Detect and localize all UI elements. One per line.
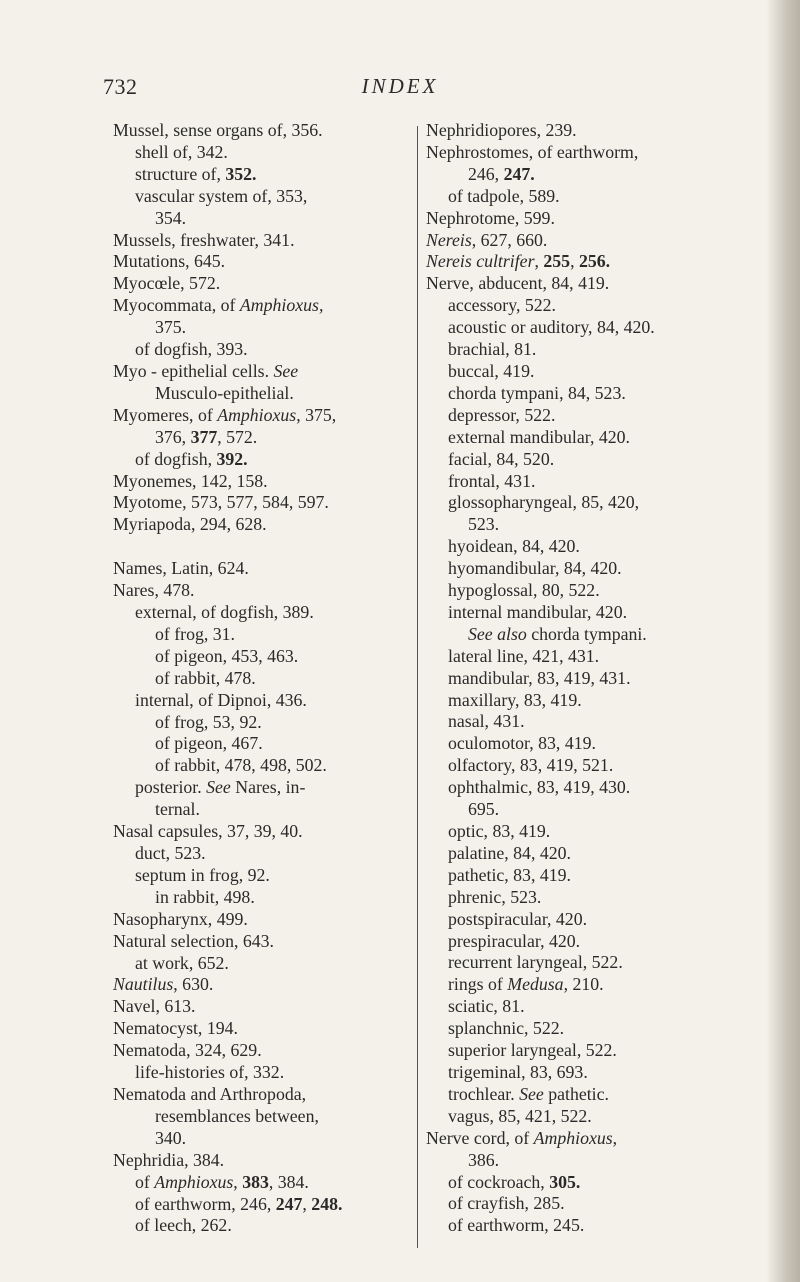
entry-text: 305.	[549, 1171, 581, 1192]
index-entry	[113, 471, 453, 493]
entry-text: Myomeres, of	[113, 404, 218, 425]
entry-text: 523.	[468, 514, 500, 535]
index-subentry	[426, 1215, 771, 1237]
entry-text: in rabbit, 498.	[155, 886, 255, 907]
entry-text: postspiracular, 420.	[448, 908, 588, 929]
entry-text: Myocommata, of	[113, 295, 240, 316]
index-entry	[113, 974, 453, 996]
index-subentry	[426, 383, 771, 405]
index-entry	[113, 996, 453, 1018]
index-subentry	[113, 668, 453, 690]
entry-text: Medusa	[507, 974, 564, 995]
index-entry	[113, 1018, 453, 1040]
entry-text: 352.	[225, 163, 257, 184]
index-subentry	[113, 449, 453, 471]
entry-text: Myo - epithelial cells.	[113, 360, 274, 381]
index-subentry	[426, 1150, 771, 1172]
index-subentry	[426, 887, 771, 909]
entry-text: of tadpole, 589.	[448, 185, 560, 206]
entry-text: chorda tympani, 84, 523.	[448, 382, 626, 403]
index-entry	[113, 405, 453, 427]
index-subentry	[113, 602, 453, 624]
index-subentry	[426, 514, 771, 536]
entry-text: septum in frog, 92.	[135, 864, 270, 885]
index-column-right	[426, 120, 771, 1237]
entry-text: vascular system of, 353,	[135, 185, 308, 206]
index-subentry	[113, 733, 453, 755]
index-entry	[113, 492, 453, 514]
entry-text: 247.	[503, 163, 535, 184]
index-subentry	[113, 755, 453, 777]
entry-text: hyomandibular, 84, 420.	[448, 558, 622, 579]
entry-text: lateral line, 421, 431.	[448, 645, 600, 666]
entry-text: pathetic.	[543, 1083, 609, 1104]
entry-text: vagus, 85, 421, 522.	[448, 1105, 592, 1126]
entry-text: Myriapoda, 294, 628.	[113, 514, 267, 535]
entry-text: of pigeon, 467.	[155, 733, 263, 754]
index-subentry	[426, 558, 771, 580]
entry-text: rings of	[448, 974, 508, 995]
index-subentry	[426, 1172, 771, 1194]
entry-text: of pigeon, 453, 463.	[155, 645, 299, 666]
entry-text: Nasopharynx, 499.	[113, 908, 248, 929]
index-entry	[426, 208, 771, 230]
entry-text: of	[135, 1171, 155, 1192]
entry-text: Nematocyst, 194.	[113, 1018, 238, 1039]
index-subentry	[426, 974, 771, 996]
entry-text: shell of, 342.	[135, 141, 228, 162]
entry-text: structure of,	[135, 163, 226, 184]
entry-text: brachial, 81.	[448, 339, 537, 360]
entry-text: , 210.	[563, 974, 604, 995]
entry-text: Nematoda, 324, 629.	[113, 1040, 262, 1061]
entry-text: duct, 523.	[135, 843, 206, 863]
index-entry	[113, 273, 453, 295]
entry-text: depressor, 522.	[448, 404, 556, 425]
entry-text: See	[273, 360, 299, 381]
entry-text: life-histories of, 332.	[135, 1062, 285, 1083]
entry-text: Nerve cord, of	[426, 1127, 534, 1148]
entry-text: optic, 83, 419.	[448, 821, 551, 841]
index-subentry	[113, 646, 453, 668]
index-subentry	[113, 953, 453, 975]
index-subentry	[113, 317, 453, 339]
entry-text: Mussels, freshwater, 341.	[113, 229, 295, 250]
entry-text: of crayfish, 285.	[448, 1193, 565, 1214]
entry-text: maxillary, 83, 419.	[448, 689, 582, 710]
entry-text: sciatic, 81.	[448, 996, 525, 1017]
entry-text: Amphioxus,	[239, 295, 324, 316]
entry-text: resemblances between,	[155, 1105, 319, 1126]
index-subentry	[426, 471, 771, 493]
index-subentry	[426, 931, 771, 953]
index-subentry	[426, 361, 771, 383]
entry-text: nasal, 431.	[448, 711, 525, 732]
index-entry	[113, 230, 453, 252]
entry-text: prespiracular, 420.	[448, 930, 581, 951]
index-entry	[113, 120, 453, 142]
index-subentry	[426, 1193, 771, 1215]
entry-text: , 627, 660.	[471, 229, 548, 250]
index-subentry	[113, 712, 453, 734]
entry-text: internal mandibular, 420.	[448, 601, 628, 622]
entry-text: Navel, 613.	[113, 996, 196, 1017]
index-subentry	[113, 1062, 453, 1084]
index-subentry	[426, 624, 771, 646]
entry-text: of leech, 262.	[135, 1215, 232, 1236]
index-subentry	[426, 317, 771, 339]
index-entry	[113, 295, 453, 317]
index-entry	[426, 120, 771, 142]
entry-text: olfactory, 83, 419, 521.	[448, 755, 614, 776]
index-entry	[426, 251, 771, 273]
entry-text: of rabbit, 478, 498, 502.	[155, 755, 327, 776]
index-subentry	[426, 339, 771, 361]
entry-text: 377	[190, 426, 218, 447]
entry-text: mandibular, 83, 419, 431.	[448, 667, 631, 688]
entry-text: hypoglossal, 80, 522.	[448, 580, 600, 601]
index-subentry	[426, 865, 771, 887]
index-subentry	[113, 1194, 453, 1216]
index-subentry	[426, 952, 771, 974]
entry-text: of rabbit, 478.	[155, 667, 256, 688]
index-subentry	[426, 492, 771, 514]
index-subentry	[113, 208, 453, 230]
entry-text: 255	[543, 251, 571, 272]
entry-text: of dogfish,	[135, 448, 217, 469]
entry-text: , 572.	[217, 426, 258, 447]
index-entry	[113, 931, 453, 953]
entry-text: Names, Latin, 624.	[113, 558, 249, 579]
entry-text: Nerve, abducent, 84, 419.	[426, 273, 610, 294]
entry-text: See also	[468, 623, 527, 644]
index-subentry	[113, 799, 453, 821]
index-subentry	[426, 427, 771, 449]
entry-text: Nasal capsules, 37, 39, 40.	[113, 821, 303, 842]
entry-text: 248.	[311, 1193, 343, 1214]
index-entry	[113, 1084, 453, 1106]
entry-text: Nephrotome, 599.	[426, 207, 555, 228]
index-subentry	[113, 887, 453, 909]
entry-text: pathetic, 83, 419.	[448, 864, 571, 885]
entry-text: 392.	[216, 448, 248, 469]
entry-text: oculomotor, 83, 419.	[448, 733, 596, 754]
entry-text: ,	[612, 1127, 618, 1148]
entry-text: ,	[570, 251, 579, 272]
entry-text: 340.	[155, 1127, 187, 1148]
index-subentry	[426, 996, 771, 1018]
entry-text: Nares, 478.	[113, 580, 195, 601]
entry-text: , 375,	[296, 404, 337, 425]
index-subentry	[113, 339, 453, 361]
index-subentry	[426, 646, 771, 668]
entry-text: phrenic, 523.	[448, 886, 542, 907]
entry-text: Nephridia, 384.	[113, 1149, 225, 1170]
entry-text: 695.	[468, 799, 500, 820]
entry-text: Myotome, 573, 577, 584, 597.	[113, 492, 329, 513]
running-head: INDEX	[361, 74, 439, 98]
entry-text: ,	[302, 1193, 312, 1214]
index-entry	[113, 821, 453, 843]
entry-text: 386.	[468, 1149, 500, 1170]
entry-text: trochlear.	[448, 1083, 520, 1104]
entry-text: ternal.	[155, 799, 200, 820]
index-subentry	[113, 186, 453, 208]
entry-text: Musculo-epithelial.	[155, 382, 294, 403]
entry-text: Amphioxus	[217, 404, 297, 425]
entry-text: glossopharyngeal, 85, 420,	[448, 492, 640, 513]
entry-text: Amphioxus	[533, 1127, 613, 1148]
entry-text: external, of dogfish, 389.	[135, 602, 314, 623]
index-subentry	[426, 449, 771, 471]
entry-text: internal, of Dipnoi, 436.	[135, 689, 307, 710]
entry-text: 376,	[155, 426, 191, 447]
entry-text: 383	[242, 1171, 269, 1192]
entry-text: See	[519, 1083, 544, 1104]
entry-text: acoustic or auditory, 84, 420.	[448, 317, 655, 338]
entry-text: posterior.	[135, 777, 207, 798]
index-subentry	[113, 1172, 453, 1194]
index-subentry	[426, 602, 771, 624]
entry-text: Nephridiopores, 239.	[426, 120, 577, 140]
index-subentry	[426, 799, 771, 821]
index-entry	[426, 230, 771, 252]
index-subentry	[426, 186, 771, 208]
index-entry	[426, 1128, 771, 1150]
entry-text: hyoidean, 84, 420.	[448, 536, 580, 557]
entry-text: Nephrostomes, of earthworm,	[426, 141, 639, 162]
index-subentry	[426, 668, 771, 690]
index-entry	[113, 558, 453, 580]
index-subentry	[113, 865, 453, 887]
entry-text: frontal, 431.	[448, 470, 536, 491]
entry-text: , 630.	[173, 974, 214, 995]
entry-text: of frog, 31.	[155, 623, 235, 644]
entry-text: recurrent laryngeal, 522.	[448, 952, 623, 973]
index-subentry	[113, 1106, 453, 1128]
entry-text: 375.	[155, 317, 187, 338]
index-entry	[113, 514, 453, 536]
index-entry	[113, 1150, 453, 1172]
index-entry	[426, 142, 771, 164]
entry-text: accessory, 522.	[448, 295, 556, 316]
index-subentry	[113, 427, 453, 449]
entry-text: external mandibular, 420.	[448, 426, 630, 447]
index-entry	[113, 251, 453, 273]
index-subentry	[113, 777, 453, 799]
entry-text: Nematoda and Arthropoda,	[113, 1083, 307, 1104]
index-subentry	[426, 755, 771, 777]
entry-text: ophthalmic, 83, 419, 430.	[448, 777, 631, 798]
entry-text: buccal, 419.	[448, 360, 535, 381]
index-subentry	[426, 777, 771, 799]
index-subentry	[426, 1040, 771, 1062]
index-subentry	[426, 405, 771, 427]
index-subentry	[426, 909, 771, 931]
entry-text: Myocœle, 572.	[113, 273, 221, 294]
index-subentry	[426, 536, 771, 558]
index-subentry	[113, 142, 453, 164]
entry-text: 246,	[468, 163, 504, 184]
entry-text: at work, 652.	[135, 952, 229, 973]
index-subentry	[426, 711, 771, 733]
entry-text: Myonemes, 142, 158.	[113, 470, 268, 491]
index-subentry	[426, 1018, 771, 1040]
entry-text: superior laryngeal, 522.	[448, 1040, 617, 1061]
index-subentry	[426, 1106, 771, 1128]
entry-text: 247	[275, 1193, 303, 1214]
entry-text: of cockroach,	[448, 1171, 550, 1192]
section-gap	[113, 536, 453, 558]
index-entry	[113, 580, 453, 602]
entry-text: splanchnic, 522.	[448, 1018, 565, 1039]
page-number: 732	[103, 74, 138, 99]
entry-text: Mussel, sense organs of, 356.	[113, 120, 323, 140]
index-subentry	[426, 580, 771, 602]
index-subentry	[426, 1084, 771, 1106]
index-subentry	[113, 690, 453, 712]
index-entry	[113, 1040, 453, 1062]
index-subentry	[426, 821, 771, 843]
index-subentry	[113, 383, 453, 405]
index-subentry	[113, 164, 453, 186]
entry-text: Nares, in-	[230, 777, 306, 798]
index-subentry	[426, 690, 771, 712]
entry-text: of earthworm, 245.	[448, 1215, 585, 1236]
entry-text: Nereis cultrifer	[426, 251, 535, 272]
entry-text: 354.	[155, 207, 187, 228]
entry-text: Nautilus	[113, 974, 174, 995]
entry-text: of frog, 53, 92.	[155, 711, 262, 732]
index-entry	[113, 361, 453, 383]
entry-text: facial, 84, 520.	[448, 448, 555, 469]
entry-text: ,	[233, 1171, 243, 1192]
entry-text: , 384.	[268, 1171, 309, 1192]
index-subentry	[113, 624, 453, 646]
entry-text: ,	[534, 251, 544, 272]
index-column-left	[113, 120, 453, 1237]
column-divider	[417, 126, 418, 1248]
index-subentry	[426, 164, 771, 186]
entry-text: See	[206, 777, 231, 798]
index-subentry	[426, 843, 771, 865]
index-subentry	[426, 295, 771, 317]
entry-text: of earthworm, 246,	[135, 1193, 276, 1214]
index-entry	[113, 909, 453, 931]
page-edge-shadow	[766, 0, 800, 1282]
entry-text: Natural selection, 643.	[113, 930, 274, 951]
index-subentry	[426, 1062, 771, 1084]
index-subentry	[113, 1215, 453, 1237]
index-subentry	[426, 733, 771, 755]
entry-text: Mutations, 645.	[113, 251, 226, 272]
entry-text: 256.	[578, 251, 611, 272]
entry-text: trigeminal, 83, 693.	[448, 1061, 588, 1082]
entry-text: Nereis	[426, 229, 472, 250]
index-subentry	[113, 843, 453, 865]
entry-text: palatine, 84, 420.	[448, 842, 571, 863]
entry-text: Amphioxus	[154, 1171, 234, 1192]
entry-text: chorda tympani.	[526, 623, 647, 644]
index-subentry	[113, 1128, 453, 1150]
entry-text: of dogfish, 393.	[135, 339, 248, 360]
index-entry	[426, 273, 771, 295]
